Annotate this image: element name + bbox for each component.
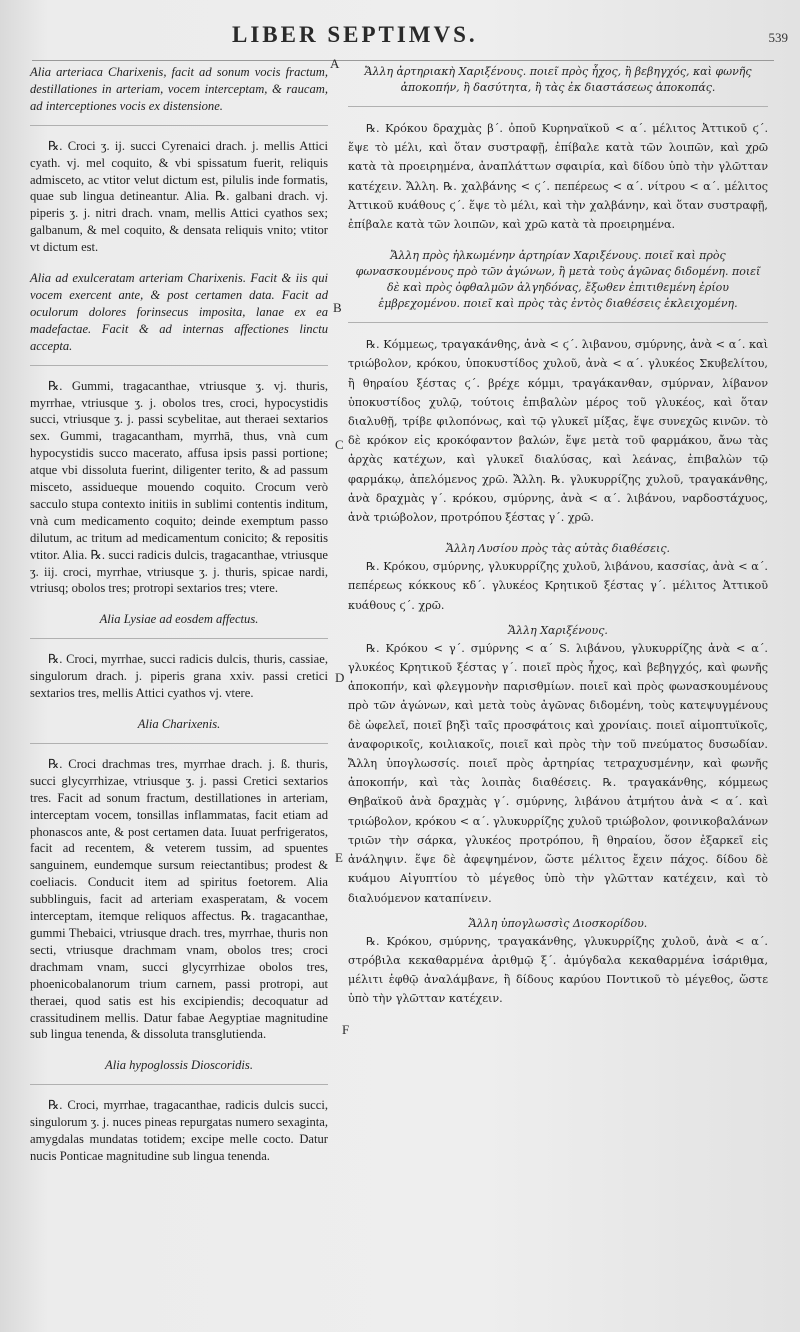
- greek-section: [348, 916, 768, 1009]
- running-title: LIBER SEPTIMVS.: [232, 22, 478, 47]
- section-rule: [30, 125, 328, 126]
- margin-letter-a: A: [330, 56, 340, 71]
- greek-section: [348, 248, 768, 527]
- section-rule: [30, 638, 328, 639]
- recipe-text: ℞. Croci ʒ. ij. succi Cyrenaici drach. j. mellis Attici cyath. vj. mel coquito, & vbi spissatum fuerit, reliquis admisceto, ac vtitor velut dictum est, pilulis inde formatis, quae sub lingua detineantur. Alia. ℞. galbani drach. vj. piperis ʒ. j. nitri drach. vnam, mellis Attici cyathos sex; galbanum, & mel coquito, & densata reliquis vnito; vtitor vt dictum est.: [30, 138, 328, 255]
- latin-column: [30, 64, 328, 1179]
- section-heading: Ἄλλη Λυσίου πρὸς τὰς αὐτὰς διαθέσεις.: [445, 542, 671, 556]
- section-heading: Alia ad exulceratam arteriam Charixenis. Facit & iis qui vocem exercent ante, & post certamen data. Facit ad oculorum dolores forinsecus imposita, lanae ex ea madefactae. Facit & ad internas affectiones linctu accepta.: [30, 271, 328, 353]
- margin-letter-e: E: [335, 850, 343, 865]
- greek-column: [348, 64, 768, 1017]
- section-heading: Ἄλλη πρὸς ἡλκωμένην ἀρτηρίαν Χαριξένους. ποιεῖ καὶ πρὸς φωνασκουμένους πρὸ τῶν ἀγώνων, ἢ μετὰ τοὺς ἀγῶνας διδομένη. ποιεῖ δὲ καὶ πρὸς ὀφθαλμῶν ἀλγηδόνας, ἔξωθεν ἐπιτιθεμένη ἐρίου ἐμβρεχομένου. ποιεῖ καὶ πρὸς τὰς ἐντὸς διαθέσεις ἐκλειχομένη.: [355, 249, 761, 311]
- page-number: 539: [768, 30, 788, 45]
- recipe-text: ℞. Κρόκου < γ΄. σμύρνης < α΄ S. λιβάνου, γλυκυρρίζης ἀνὰ < α΄. γλυκέος Κρητικοῦ ξέστας γ΄. ποιεῖ πρὸς ἦχος, καὶ βεβηγχός, καὶ φωνῆς ἀποκοπήν, καὶ φλεγμονὴν παρισθμίων. ποιεῖ καὶ πρὸς φωνασκουμένους πρὸ τῶν ἀγώνων, καὶ μετὰ τοὺς ἀγῶνας διδομένη, τοὺς κατεψυγμένους δὲ ὠφελεῖ, ποιεῖ βηξὶ ταῖς προσφάτοις καὶ χρονίαις. ποιεῖ αἱμοπτυϊκοῖς, ἀναφορικοῖς, κοιλιακοῖς, ποιεῖ καὶ πρὸς τὴν τοῦ πνεύματος δυσωδίαν. Ἄλλη ὑπογλωσσίς. ποιεῖ πρὸς ἀρτηρίας τετραχυσμένην, καὶ φωνῆς ἀποκοπήν, καὶ τὰς λοιπὰς διαθέσεις. ℞. τραγακάνθης, κόμμεως Θηβαϊκοῦ ἀνὰ δραχμὰς γ΄. σμύρνης, λιβάνου ἀτμήτου ἀνὰ < α΄. καὶ τριώβολον, κρόκου < α΄. γλυκυρρίζης χυλοῦ τριώβολον, φοινικοβαλάνων τριῶν τὴν σάρκα, γλυκέος προτρόπου, ἢ θηραίου, ὅσον ἐξαρκεῖ εἰς ἀνάληψιν. ἕψε δὲ ἀφεψημένον, ὥστε μέλιτος ἔχειν πάχος. δίδου δὲ κυάμου Αἰγυπτίου τὸ μέγεθος ὑπὸ τὴν γλῶτταν κατέχειν, καὶ τὸ διαλυόμενον καταπίνειν.: [348, 641, 768, 905]
- margin-letter-c: C: [335, 437, 344, 452]
- section-heading: Alia Charixenis.: [137, 717, 221, 731]
- section-heading: Ἄλλη ἀρτηριακὴ Χαριξένους. ποιεῖ πρὸς ἦχος, ἢ βεβηγχός, καὶ φωνῆς ἀποκοπήν, ἢ δασύτητα, ἢ τὰς ἐκ διαστάσεως ἀποκοπάς.: [364, 65, 752, 94]
- latin-section: [30, 270, 328, 597]
- recipe-text: ℞. Croci drachmas tres, myrrhae drach. j. ß. thuris, succi glycyrrhizae, vtriusque ʒ. j. passi Cretici sextarios tres. Facit ad sonum fractum, destillationes in arteriam, interceptam vocem, tonsillas inflammatas, facit etiam ad phonascos ante, & post certamen data. Iuuat perfrigeratos, facit ad recentem, & veterem tussim, ad spuentes sanguinem, eundemque sursum reiectantibus; prodest & coeliacis. Conducit item ad spiritus foetorem. Alia subblinguis, facit ad arteriam exasperatam, & vocem interceptam, itemque reliquos affectus. ℞. tragacanthae, gummi Thebaici, vtriusque drach. tres, myrrhae, thuris non secti, vtriusque drachmam vnam, obolos tres; croci drachmam vnam, succi glycyrrhizae obolos tres, phoenicobalanorum trium carnem, passi protropi, aut theraei, quod satis est his excipiendis; decoquatur ad crassitudinem mellis. Datur fabae Aegyptiae magnitudine sub lingua tenenda, & dissoluta transglutienda.: [30, 756, 328, 1042]
- section-heading: Alia Lysiae ad eosdem affectus.: [99, 612, 259, 627]
- section-rule: [30, 743, 328, 744]
- recipe-text: ℞. Κρόκου, σμύρνης, γλυκυρρίζης χυλοῦ, λιβάνου, κασσίας, ἀνὰ < α΄. πεπέρεως κόκκους κδ΄. γλυκέος Κρητικοῦ ξέστας γ΄. μέλιτος Ἀττικοῦ κυάθους ϛ΄. χρῶ.: [348, 560, 768, 612]
- recipe-text: ℞. Κρόκου, σμύρνης, τραγακάνθης, γλυκυρρίζης χυλοῦ, ἀνὰ < α΄. στρόβιλα κεκαθαρμένα ἀριθμῷ ξ΄. ἀμύγδαλα κεκαθαρμένα ἰσάριθμα, μέλιτι ἑφθῷ ἀναλάμβανε, ἢ δίδους καρύου Ποντικοῦ τὸ μέγεθος, ὥστε ὑπὸ τὴν γλῶτταν κατέχειν.: [348, 934, 768, 1006]
- recipe-text: ℞. Gummi, tragacanthae, vtriusque ʒ. vj. thuris, myrrhae, vtriusque ʒ. j. obolos tres, croci, hypocystidis succi, vtriusque ʒ. j. passi scybelitae, aut theraei sextarios sex. Gummi, tragacantham, myrrhā, thus, vnà cum hypocystidis succo macerato, affusa ipsis passi portione; atque vbi dissoluta fuerint, diligenter terito, & ad passum misceto, assidueque mouendo coquito. Crocum verò sacculo stupa contexto initiis in sublimi contentis inditum, vnà cum medicamento coquito; deinde exemptum passo dilutum, ac tritum ad medicamentum conicito; & repositis vtitor. Alia. ℞. succi radicis dulcis, tragacanthae, vtriusque ʒ. iij. croci, myrrhae, vtriusque ʒ. j. thuris, spicae nardi, vtriusq; obolos tres; protropi sextarios tres; vtere.: [30, 378, 328, 596]
- header-rule: [32, 60, 774, 61]
- greek-section: [348, 541, 768, 615]
- page-header: [0, 22, 800, 54]
- recipe-text: ℞. Κρόκου δραχμὰς β΄. ὀποῦ Κυρηναϊκοῦ < α΄. μέλιτος Ἀττικοῦ ϛ΄. ἕψε τὸ μέλι, καὶ ὅταν συστραφῇ, ἐπίβαλε κατὰ τῶν λοιπῶν, καὶ χρῶ κατὰ τὰ προειρημένα, ἀναπλάττων σφαιρία, καὶ δίδου ὑπὸ τὴν γλῶτταν κατέχειν. Ἄλλη. ℞. χαλβάνης < ϛ΄. πεπέρεως < α΄. νίτρου < α΄. μέλιτος Ἀττικοῦ κυάθους ϛ΄. ἕψε τὸ μέλι, καὶ τὴν χαλβάνην, καὶ ὅταν συστραφῇ, ἐπίβαλε κατὰ τῶν λοιπῶν, καὶ χρῶ κατὰ τὰ προειρημένα.: [348, 122, 768, 232]
- greek-section: [348, 64, 768, 234]
- margin-letter-f: F: [342, 1022, 350, 1037]
- section-heading: Ἄλλη Χαριξένους.: [508, 623, 608, 637]
- recipe-text: ℞. Croci, myrrhae, succi radicis dulcis, thuris, cassiae, singulorum drach. j. piperis grana xxiv. passi cretici sextarios tres, mellis Attici cyathos vj. vtere.: [30, 652, 328, 701]
- margin-letter-b: B: [333, 300, 342, 315]
- margin-letter-d: D: [335, 670, 345, 685]
- greek-section: [348, 623, 768, 908]
- recipe-text: ℞. Croci, myrrhae, tragacanthae, radicis dulcis succi, singulorum ʒ. j. nuces pineas repurgatas numero sexaginta, amygdalas mundatas totidem; excipe melle cocto. Datur nucis Ponticae magnitudine sub lingua tenenda.: [30, 1098, 328, 1163]
- section-rule: [30, 1084, 328, 1085]
- latin-section: [30, 1057, 328, 1165]
- section-rule: [348, 106, 768, 107]
- latin-section: [30, 64, 328, 256]
- section-heading: Alia arteriaca Charixenis, facit ad sonum vocis fractum, destillationes in arteriam, vocem interceptam, & raucam, ad interceptiones vocis ex distensione.: [30, 65, 328, 113]
- latin-section: [30, 716, 328, 1043]
- section-heading: Alia hypoglossis Dioscoridis.: [105, 1058, 253, 1073]
- section-heading: Ἄλλη ὑπογλωσσὶς Διοσκορίδου.: [468, 916, 648, 930]
- section-rule: [348, 322, 768, 323]
- recipe-text: ℞. Κόμμεως, τραγακάνθης, ἀνὰ < ϛ΄. λιβανου, σμύρνης, ἀνὰ < α΄. καὶ τριώβολον, κρόκου, ὑποκυστίδος χυλοῦ, ἀνὰ < α΄. γλυκέος Σκυβελίτου, ἢ θηραίου ξέστας ϛ΄. βρέχε κόμμι, τραγάκανθαν, σμύρναν, λίβανον ὑποκυστίδος χυλῷ, τούτοις ἐπιβαλὼν μέρος τοῦ γλυκέος, καὶ ὅταν διαλυθῇ, τρίβε φιλοπόνως, καὶ τῷ γλυκεῖ μίξας, ἕψε συνεχῶς κινῶν. τὸ δὲ κρόκον εἰς κροκόφαντον βαλών, ἕψε μετὰ τοῦ φαρμάκου, ἄνω τὰς ἀρχὰς κατέχων, καὶ γλυκεῖ διαλύσας, καὶ λεάνας, ἐπιβαλὼν τῷ φαρμάκῳ, ἀπελόμενος χρῶ. Ἄλλη. ℞. γλυκυρρίζης χυλοῦ, τραγακάνθης, ἀνὰ δραχμὰς γ΄. κρόκου, σμύρνης, ἀνὰ < α΄. λιβάνου, ναρδοστάχυος, ἀνὰ τριώβολον, προτρόπου ξέστας γ΄. χρῶ.: [348, 338, 768, 525]
- section-rule: [30, 365, 328, 366]
- latin-section: [30, 611, 328, 702]
